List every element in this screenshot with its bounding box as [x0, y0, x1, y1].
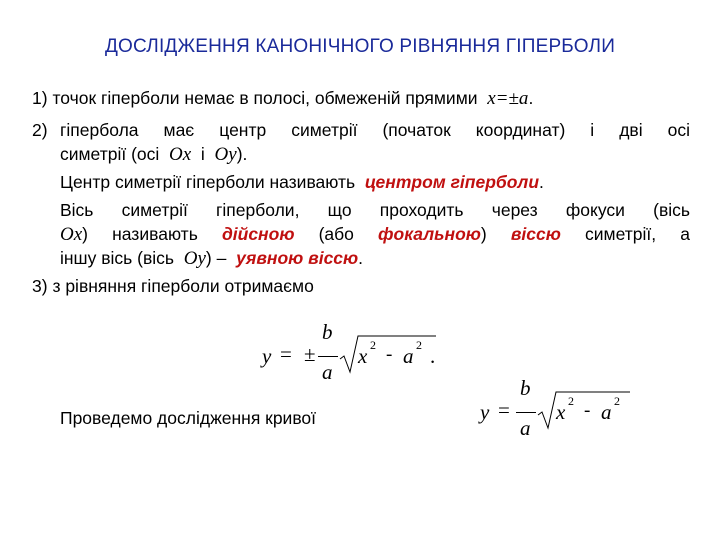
axis-oy: Oy	[214, 144, 237, 165]
axis-ox: Ox	[169, 144, 192, 165]
formula-1-denominator: a	[322, 360, 333, 384]
axis-ox-2: Ox	[60, 224, 83, 245]
axis-term: віссю	[510, 224, 561, 244]
focal-term: фокальною	[378, 224, 481, 244]
formula-1-dot: .	[430, 344, 436, 368]
page-title: ДОСЛІДЖЕННЯ КАНОНІЧНОГО РІВНЯННЯ ГІПЕРБОЛИ	[104, 36, 616, 57]
axis-definition-line-1: Вісь симетрії гіперболи, що проходить через фокуси (вісь	[60, 200, 690, 220]
formula-explicit	[480, 378, 640, 448]
formula-2-exp-2: 2	[614, 394, 620, 408]
item-1-var: x=±a	[487, 88, 529, 109]
item-3	[32, 274, 314, 298]
formula-1-a: a	[403, 344, 414, 368]
formula-1-minus: -	[386, 344, 393, 365]
center-definition-end: .	[539, 172, 544, 192]
formula-2-numerator: b	[520, 376, 531, 400]
imaginary-term: уявною віссю	[236, 248, 359, 268]
formula-1-equals: =	[280, 342, 292, 366]
axis-definition-line-2	[60, 222, 690, 247]
formula-explicit-pm	[262, 322, 452, 392]
formula-2-a: a	[601, 400, 612, 424]
item-1-text: точок гіперболи немає в полосі, обмеженій прямими	[52, 88, 478, 108]
axis-definition-end: .	[358, 248, 364, 268]
formula-2-exp-1: 2	[568, 394, 574, 408]
item-2-line-2-c: ).	[236, 144, 248, 164]
item-1	[32, 86, 533, 111]
item-2-number: 2)	[32, 120, 48, 140]
formula-2-denominator: a	[520, 416, 531, 440]
formula-1-x: x	[358, 344, 368, 368]
item-2-line-2-b: і	[200, 144, 205, 164]
formula-2-equals: =	[498, 398, 510, 422]
formula-1-y: y	[262, 344, 272, 368]
center-term: центром гіперболи	[364, 172, 540, 192]
axis-definition-b: (або	[318, 224, 354, 244]
axis-definition-l3-a: іншу вісь (вісь	[60, 248, 174, 268]
axis-definition-l3-b: ) –	[205, 248, 227, 268]
item-2-line-2	[60, 142, 247, 167]
axis-definition-line-3	[60, 246, 363, 271]
axis-definition-d: симетрії, а	[585, 224, 690, 244]
formula-1-exp-1: 2	[370, 338, 376, 352]
item-1-end: .	[528, 88, 534, 108]
formula-2-y: y	[480, 400, 490, 424]
item-2-line-2-a: симетрії (осі	[60, 144, 160, 164]
axis-definition-a: ) називають	[82, 224, 198, 244]
axis-oy-2: Oy	[183, 248, 206, 269]
formula-1-numerator: b	[322, 320, 333, 344]
formula-2-fraction-bar	[516, 412, 536, 413]
formula-2-minus: -	[584, 400, 591, 421]
axis-definition-c: )	[480, 224, 487, 244]
formula-1-exp-2: 2	[416, 338, 422, 352]
item-1-number: 1)	[32, 88, 48, 108]
center-definition-text: Центр симетрії гіперболи називають	[60, 172, 356, 192]
item-3-number: 3)	[32, 276, 48, 296]
formula-2-x: x	[556, 400, 566, 424]
center-definition	[60, 170, 544, 194]
formula-1-fraction-bar	[318, 356, 338, 357]
conclusion-text: Проведемо дослідження кривої	[60, 408, 317, 428]
item-2-line-1: гіпербола має центр симетрії (початок координат) і дві осі	[60, 120, 690, 140]
real-term: дійсною	[221, 224, 295, 244]
formula-1-plus-minus: ±	[304, 342, 316, 366]
item-3-text: з рівняння гіперболи отримаємо	[52, 276, 314, 296]
